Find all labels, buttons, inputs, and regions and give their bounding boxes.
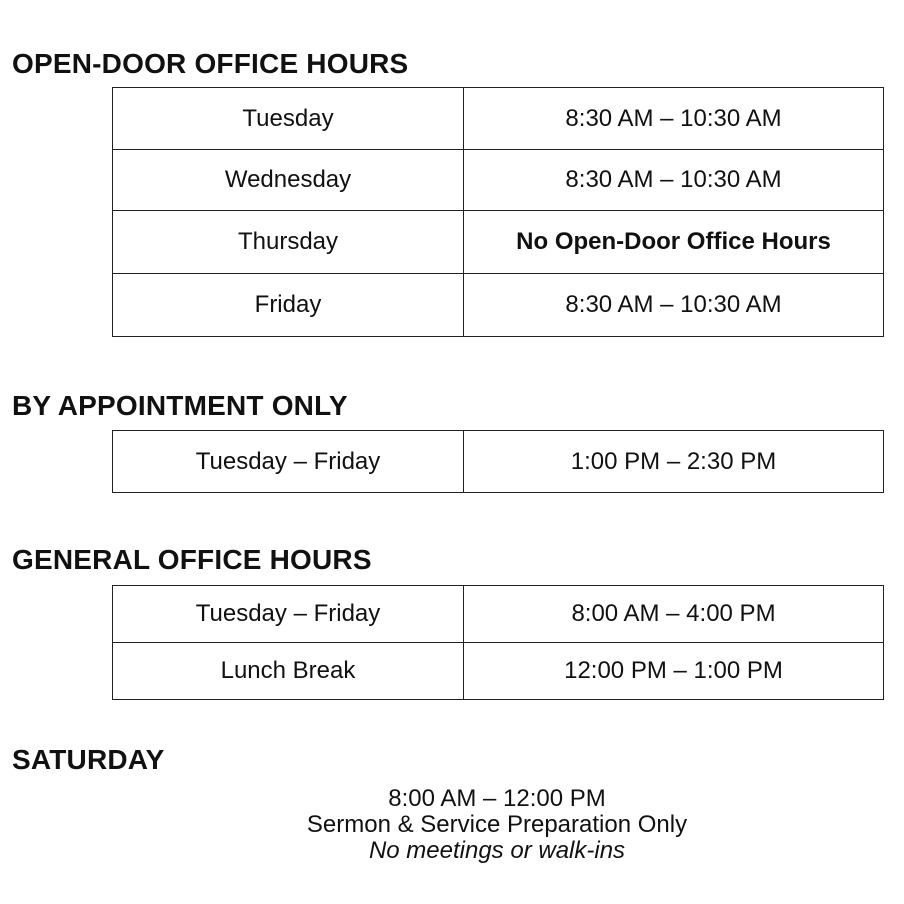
table-row [113, 150, 884, 211]
saturday-note: Sermon & Service Preparation Only [306, 811, 688, 838]
table-row [113, 274, 884, 337]
time-cell: 8:00 AM – 4:00 PM [464, 586, 884, 643]
table-row [113, 88, 884, 150]
time-cell: 12:00 PM – 1:00 PM [464, 643, 884, 700]
day-cell: Lunch Break [113, 643, 464, 700]
day-cell: Tuesday – Friday [113, 431, 464, 493]
day-cell: Wednesday [113, 150, 464, 211]
saturday-detail: No meetings or walk-ins [368, 837, 626, 864]
table-row [113, 586, 884, 643]
day-cell: Thursday [113, 211, 464, 274]
time-cell: 8:30 AM – 10:30 AM [464, 88, 884, 150]
day-cell: Tuesday [113, 88, 464, 150]
open-door-heading: OPEN-DOOR OFFICE HOURS [12, 48, 409, 79]
saturday-time: 8:00 AM – 12:00 PM [388, 785, 606, 812]
general-hours-table [112, 585, 884, 700]
time-cell: 8:30 AM – 10:30 AM [464, 274, 884, 337]
table-row [113, 643, 884, 700]
table-row [113, 431, 884, 493]
general-hours-heading: GENERAL OFFICE HOURS [12, 544, 372, 575]
table-row [113, 211, 884, 274]
saturday-heading: SATURDAY [12, 744, 165, 775]
day-cell: Tuesday – Friday [113, 586, 464, 643]
saturday-details [297, 786, 697, 864]
appointment-heading: BY APPOINTMENT ONLY [12, 390, 348, 421]
appointment-hours-table [112, 430, 884, 493]
time-cell: No Open-Door Office Hours [464, 211, 884, 274]
time-cell: 1:00 PM – 2:30 PM [464, 431, 884, 493]
day-cell: Friday [113, 274, 464, 337]
open-door-hours-table [112, 87, 884, 337]
time-cell: 8:30 AM – 10:30 AM [464, 150, 884, 211]
